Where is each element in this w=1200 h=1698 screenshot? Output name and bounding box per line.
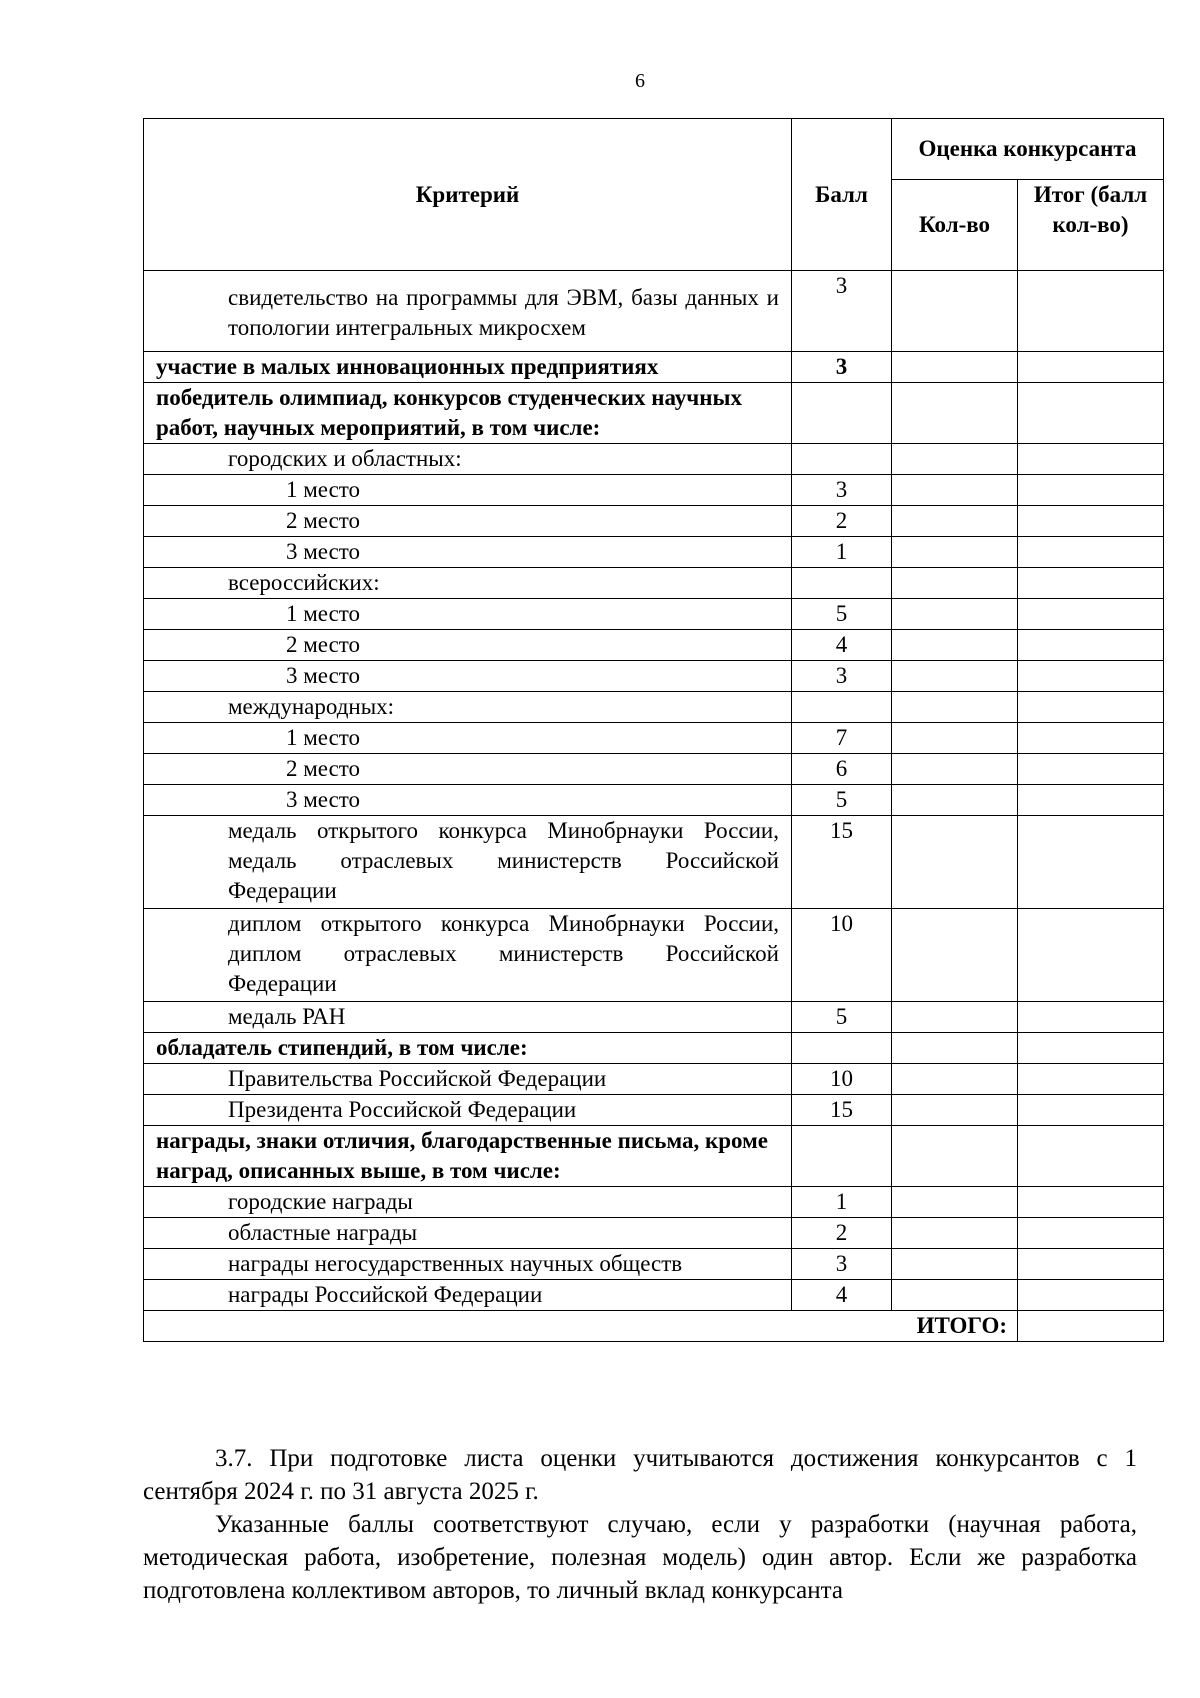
total-cell (1018, 661, 1164, 692)
criterion-cell: награды, знаки отличия, благодарственные письма, кроме наград, описанных выше, в том числе: (144, 1126, 792, 1187)
table-body (144, 271, 1164, 1311)
table-row (144, 723, 1164, 754)
criterion-cell: награды Российской Федерации (144, 1280, 792, 1311)
criterion-cell: международных: (144, 692, 792, 723)
criterion-cell: медаль РАН (144, 1002, 792, 1033)
total-cell (1018, 816, 1164, 909)
quantity-cell (892, 816, 1018, 909)
score-cell: 5 (792, 1002, 892, 1033)
quantity-cell (892, 1187, 1018, 1218)
total-cell (1018, 909, 1164, 1002)
total-cell (1018, 1126, 1164, 1187)
table-row (144, 1002, 1164, 1033)
total-cell (1018, 630, 1164, 661)
total-cell (1018, 352, 1164, 383)
score-cell: 10 (792, 1064, 892, 1095)
score-cell: 3 (792, 1249, 892, 1280)
header-quantity: Кол-во (892, 180, 1018, 271)
table-row (144, 1249, 1164, 1280)
criterion-cell: 2 место (144, 506, 792, 537)
table-row (144, 1218, 1164, 1249)
total-cell (1018, 568, 1164, 599)
criterion-cell: 2 место (144, 630, 792, 661)
table-row (144, 1280, 1164, 1311)
quantity-cell (892, 383, 1018, 444)
table-row (144, 568, 1164, 599)
quantity-cell (892, 568, 1018, 599)
score-cell: 3 (792, 271, 892, 352)
quantity-cell (892, 1095, 1018, 1126)
paragraph: 3.7. При подготовке листа оценки учитываются достижения конкурсантов с 1 сентября 2024 г. по 31 августа 2025 г. (143, 1445, 1137, 1505)
table-row (144, 444, 1164, 475)
total-cell (1018, 1218, 1164, 1249)
score-cell: 2 (792, 1218, 892, 1249)
table-row (144, 816, 1164, 909)
quantity-cell (892, 537, 1018, 568)
criterion-cell: городских и областных: (144, 444, 792, 475)
score-cell: 7 (792, 723, 892, 754)
table-row (144, 909, 1164, 1002)
quantity-cell (892, 1002, 1018, 1033)
criterion-cell: победитель олимпиад, конкурсов студенческих научных работ, научных мероприятий, в том числе: (144, 383, 792, 444)
total-cell (1018, 383, 1164, 444)
score-cell: 4 (792, 1280, 892, 1311)
total-cell (1018, 1033, 1164, 1064)
total-cell (1018, 1002, 1164, 1033)
score-cell (792, 692, 892, 723)
table-row (144, 692, 1164, 723)
table-row (144, 1095, 1164, 1126)
quantity-cell (892, 1218, 1018, 1249)
score-cell: 5 (792, 599, 892, 630)
criterion-cell: Президента Российской Федерации (144, 1095, 792, 1126)
criterion-cell: свидетельство на программы для ЭВМ, базы данных и топологии интегральных микросхем (144, 271, 792, 352)
quantity-cell (892, 1280, 1018, 1311)
paragraph: Указанные баллы соответствуют случаю, если у разработки (научная работа, методическая работа, изобретение, полезная модель) один автор. Если же разработка подготовлена коллективом авторов, то личный вклад конкурсанта (143, 1511, 1137, 1604)
total-cell (1018, 1064, 1164, 1095)
table-row (144, 1126, 1164, 1187)
score-cell (792, 444, 892, 475)
score-cell: 4 (792, 630, 892, 661)
total-cell (1018, 754, 1164, 785)
total-cell (1018, 475, 1164, 506)
criterion-cell: 1 место (144, 475, 792, 506)
table-row (144, 271, 1164, 352)
score-cell: 15 (792, 816, 892, 909)
score-cell: 3 (792, 661, 892, 692)
total-cell (1018, 271, 1164, 352)
header-total: Итог (балл кол-во) (1018, 180, 1164, 271)
total-cell (1018, 599, 1164, 630)
score-cell (792, 383, 892, 444)
table-row (144, 1064, 1164, 1095)
body-text (143, 1442, 1137, 1607)
score-cell (792, 1126, 892, 1187)
header-score: Балл (792, 119, 892, 271)
total-cell (1018, 785, 1164, 816)
table-row (144, 1187, 1164, 1218)
score-cell: 15 (792, 1095, 892, 1126)
total-cell (1018, 692, 1164, 723)
quantity-cell (892, 692, 1018, 723)
total-cell (1018, 1249, 1164, 1280)
criterion-cell: Правительства Российской Федерации (144, 1064, 792, 1095)
quantity-cell (892, 599, 1018, 630)
score-cell: 1 (792, 1187, 892, 1218)
quantity-cell (892, 661, 1018, 692)
table-row (144, 537, 1164, 568)
score-cell: 3 (792, 352, 892, 383)
criterion-cell: областные награды (144, 1218, 792, 1249)
criterion-cell: участие в малых инновационных предприятиях (144, 352, 792, 383)
total-cell (1018, 506, 1164, 537)
score-cell: 2 (792, 506, 892, 537)
criteria-table (143, 118, 1164, 1342)
criterion-cell: диплом открытого конкурса Минобрнауки России, диплом отраслевых министерств Российской Федерации (144, 909, 792, 1002)
score-cell: 10 (792, 909, 892, 1002)
table-row (144, 1033, 1164, 1064)
total-cell (1018, 1187, 1164, 1218)
quantity-cell (892, 723, 1018, 754)
criterion-cell: медаль открытого конкурса Минобрнауки России, медаль отраслевых министерств Российской Федерации (144, 816, 792, 909)
criterion-cell: 1 место (144, 723, 792, 754)
total-cell (1018, 723, 1164, 754)
table-row (144, 785, 1164, 816)
criterion-cell: 1 место (144, 599, 792, 630)
total-row (144, 1311, 1164, 1342)
quantity-cell (892, 1033, 1018, 1064)
page-number: 6 (635, 70, 645, 92)
quantity-cell (892, 475, 1018, 506)
table-row (144, 630, 1164, 661)
criterion-cell: всероссийских: (144, 568, 792, 599)
quantity-cell (892, 754, 1018, 785)
quantity-cell (892, 1126, 1018, 1187)
table-row (144, 506, 1164, 537)
score-cell: 6 (792, 754, 892, 785)
table-row (144, 754, 1164, 785)
criterion-cell: награды негосударственных научных обществ (144, 1249, 792, 1280)
total-label: ИТОГО: (144, 1311, 1018, 1342)
score-cell: 5 (792, 785, 892, 816)
table-row (144, 383, 1164, 444)
quantity-cell (892, 352, 1018, 383)
table-row (144, 475, 1164, 506)
header-assessment: Оценка конкурсанта (892, 119, 1164, 180)
score-cell (792, 1033, 892, 1064)
quantity-cell (892, 271, 1018, 352)
criterion-cell: обладатель стипендий, в том числе: (144, 1033, 792, 1064)
header-criterion: Критерий (144, 119, 792, 271)
score-cell: 3 (792, 475, 892, 506)
total-cell (1018, 1280, 1164, 1311)
total-cell (1018, 1095, 1164, 1126)
quantity-cell (892, 1249, 1018, 1280)
total-cell (1018, 444, 1164, 475)
total-cell (1018, 537, 1164, 568)
quantity-cell (892, 909, 1018, 1002)
criterion-cell: 2 место (144, 754, 792, 785)
quantity-cell (892, 1064, 1018, 1095)
quantity-cell (892, 506, 1018, 537)
table-row (144, 599, 1164, 630)
table-row (144, 661, 1164, 692)
criterion-cell: 3 место (144, 785, 792, 816)
criterion-cell: городские награды (144, 1187, 792, 1218)
score-cell: 1 (792, 537, 892, 568)
quantity-cell (892, 630, 1018, 661)
criterion-cell: 3 место (144, 537, 792, 568)
table-row (144, 352, 1164, 383)
score-cell (792, 568, 892, 599)
quantity-cell (892, 444, 1018, 475)
quantity-cell (892, 785, 1018, 816)
total-value-cell (1018, 1311, 1164, 1342)
criterion-cell: 3 место (144, 661, 792, 692)
